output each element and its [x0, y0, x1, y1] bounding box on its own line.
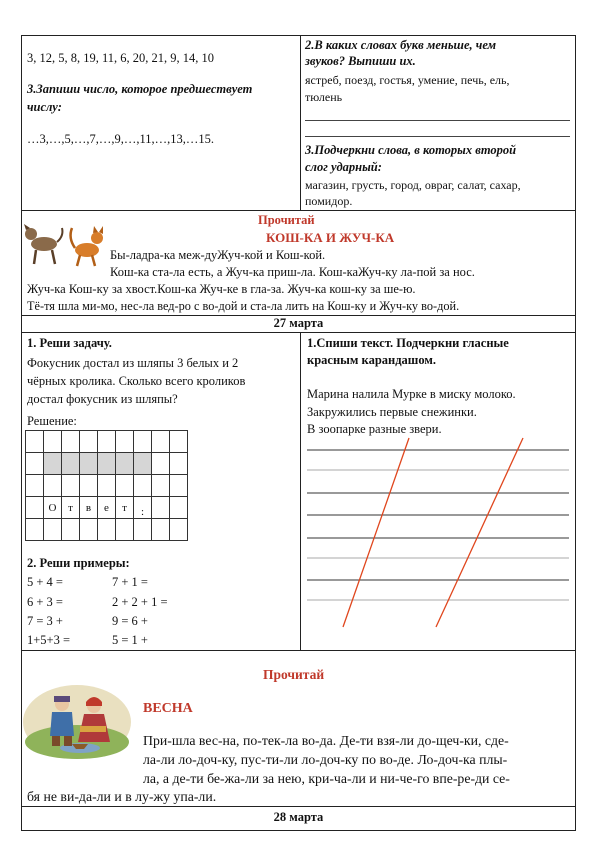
grid-row [26, 519, 188, 541]
spring-children-illustration [22, 680, 132, 760]
slant-guide-line [436, 438, 523, 627]
divider-top-vertical [300, 35, 301, 210]
divider-row3 [21, 332, 576, 333]
reading1-title: КОШ-КА И ЖУЧ-КА [266, 230, 395, 245]
write-line[interactable] [305, 136, 570, 137]
answer-letter: О [44, 497, 62, 519]
example-left: 1+5+3 = [27, 633, 71, 647]
solution-grid[interactable] [25, 430, 188, 541]
copy-sentence-3: В зоопарке разные звери. [307, 422, 442, 436]
date-27-march: 27 марта [273, 316, 324, 330]
border-right [575, 35, 576, 831]
border-bottom [21, 830, 576, 831]
task3-underline-title-line2: слог ударный: [305, 160, 382, 174]
task3-underline-title-line1: 3.Подчеркни слова, в которых второй [305, 143, 517, 157]
reading1-line1: Бы-ладра-ка меж-дуЖуч-кой и Кош-кой. [110, 248, 326, 262]
example-left: 7 = 3 + [27, 614, 63, 628]
task1-solve-title: 1. Реши задачу. [27, 336, 112, 350]
example-left: 5 + 4 = [27, 575, 63, 589]
task2-title-line1: 2.В каких словах букв меньше, чем [305, 38, 497, 52]
answer-letter: е [98, 497, 116, 519]
reading2-line4: бя не ви-да-ли и в лу-жу упа-ли. [27, 789, 217, 804]
copy-sentence-2: Закружились первые снежинки. [307, 405, 477, 419]
divider-row1 [21, 210, 576, 211]
dog-figure [24, 224, 62, 264]
date-28-march: 28 марта [273, 810, 324, 824]
task2-title-line2: звуков? Выпиши их. [305, 54, 416, 68]
task3-words-line1: магазин, грусть, город, овраг, салат, сахар, [305, 178, 521, 192]
grid-answer-row [26, 497, 188, 519]
example-right: 9 = 6 + [112, 614, 148, 628]
reading1-line2: Кош-ка ста-ла есть, а Жуч-ка приш-ла. Кош-каЖуч-ку ла-пой за нос. [110, 265, 475, 279]
grid-row [26, 475, 188, 497]
answer-letter: т [62, 497, 80, 519]
task2-examples-title: 2. Реши примеры: [27, 556, 130, 570]
reading2-line3: ла, а де-ти бе-жа-ли за нею, кри-ча-ли и ни-че-го впе-ре-ди се- [143, 771, 510, 786]
reading2-line2: ла-ли ло-доч-ку, пус-ти-ли ло-доч-ку по во-де. Ло-доч-ка плы- [143, 752, 508, 767]
reading2-title: ВЕСНА [143, 701, 193, 716]
reading1-heading: Прочитай [258, 213, 315, 227]
reading2-heading: Прочитай [263, 667, 325, 682]
task2-words-line2: тюлень [305, 90, 343, 104]
task1-problem-line1: Фокусник достал из шляпы 3 белых и 2 [27, 356, 239, 370]
task1-problem-line2: чёрных кролика. Сколько всего кроликов [27, 374, 246, 388]
copy-task-title-line1: 1.Спиши текст. Подчеркни гласные [307, 336, 509, 350]
write-line[interactable] [305, 120, 570, 121]
cat-and-dog-illustration [22, 214, 108, 270]
example-right: 7 + 1 = [112, 575, 148, 589]
task3-words-line2: помидор. [305, 194, 353, 208]
grid-row [26, 453, 188, 475]
cat-figure [71, 226, 103, 266]
task2-words-line1: ястреб, поезд, гостья, умение, печь, ель, [305, 73, 510, 87]
example-left: 6 + 3 = [27, 595, 63, 609]
answer-letter: : [134, 497, 152, 519]
divider-row5 [21, 806, 576, 807]
example-right: 2 + 2 + 1 = [112, 595, 168, 609]
copy-sentence-1: Марина налила Мурке в миску молоко. [307, 387, 516, 401]
copybook-lines[interactable] [301, 435, 575, 650]
example-right: 5 = 1 + [112, 633, 148, 647]
copy-task-title-line2: красным карандашом. [307, 353, 436, 367]
answer-letter: в [80, 497, 98, 519]
task3-title-line1: 3.Запиши число, которое предшествует [27, 82, 253, 96]
divider-row4 [21, 650, 576, 651]
reading1-line4: Тё-тя шла ми-мо, нес-ла вед-ро с во-дой и ста-ла лить на Кош-ку и Жуч-ку во-дой. [27, 299, 460, 313]
border-top [21, 35, 576, 36]
task3-title-line2: числу: [27, 100, 62, 114]
grid-row [26, 431, 188, 453]
answer-letter: т [116, 497, 134, 519]
slant-guide-line [343, 438, 409, 627]
reading1-line3: Жуч-ка Кош-ку за хвост.Кош-ка Жуч-ке в гла-за. Жуч-ка кош-ку за ше-ю. [27, 282, 416, 296]
reading2-line1: При-шла вес-на, по-тек-ла во-да. Де-ти взя-ли до-щеч-ки, сде- [143, 733, 509, 748]
task1-problem-line3: достал фокусник из шляпы? [27, 392, 178, 406]
number-sequence: 3, 12, 5, 8, 19, 11, 6, 20, 21, 9, 14, 10 [27, 51, 215, 65]
solution-label: Решение: [27, 414, 77, 428]
task3-sequence-line: …3,…,5,…,7,…,9,…,11,…,13,…15. [27, 132, 215, 146]
